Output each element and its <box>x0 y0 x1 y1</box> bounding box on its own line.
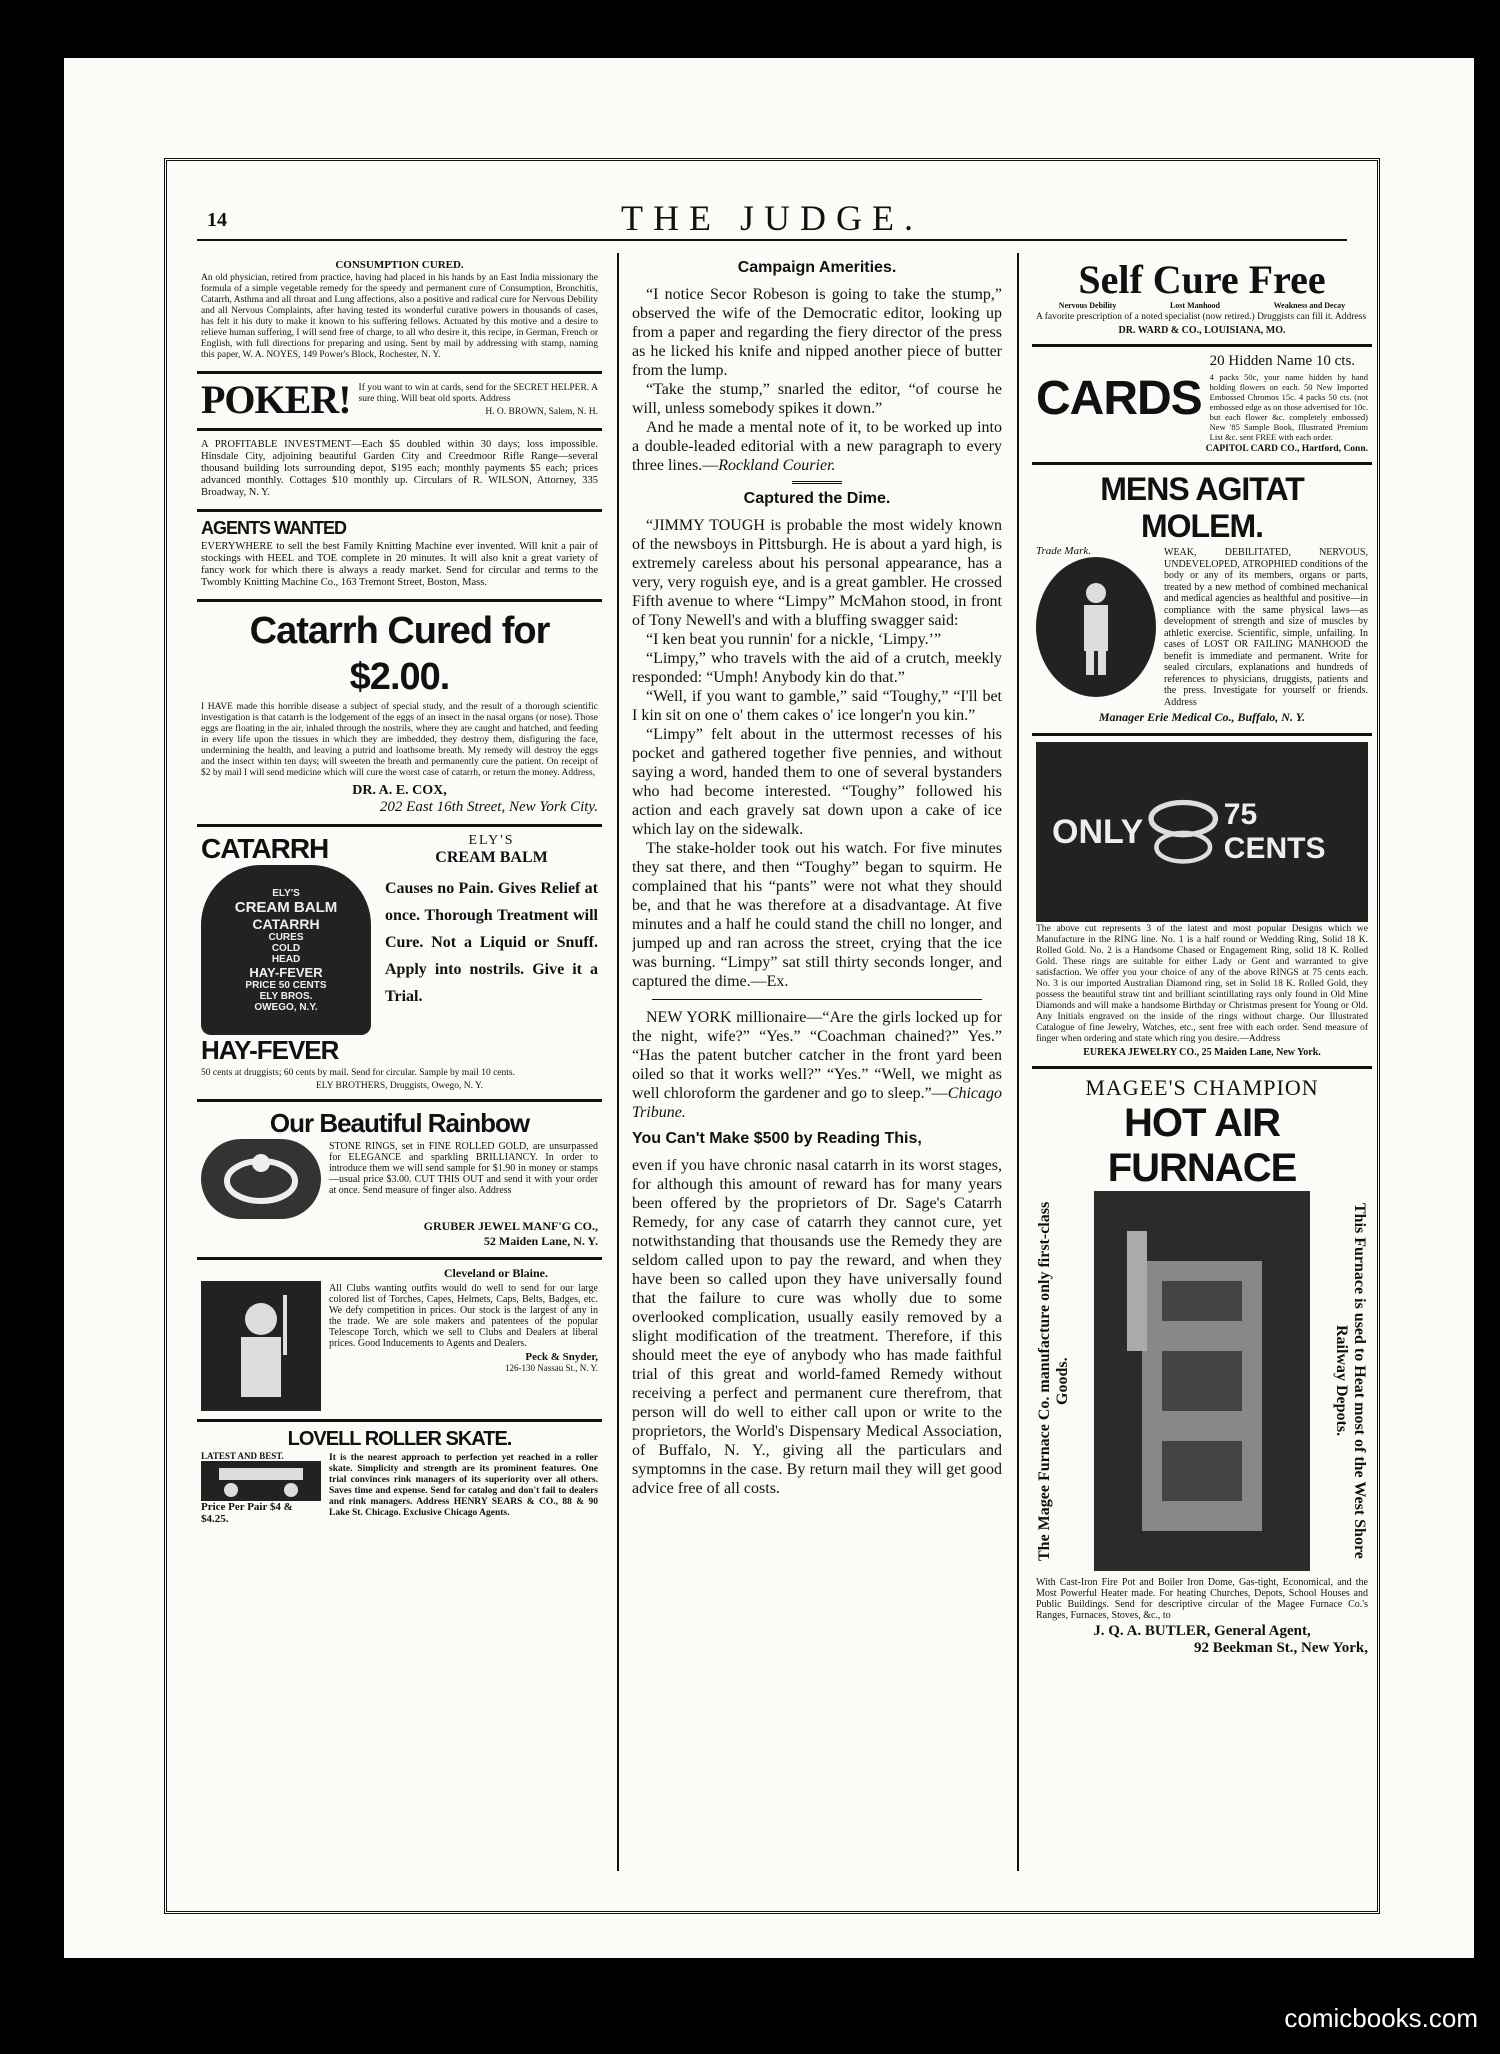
skate-latest: LATEST AND BEST. <box>201 1451 284 1461</box>
head-word: OWEGO, N.Y. <box>254 1001 318 1013</box>
article-paragraph: “JIMMY TOUGH is probable the most widely known of the newsboys in Pittsburgh. He is about a yard high, is extremely careless about his personal appearance, has a very, very roguish eye, and is a great gambler. He crossed Fifth avenue to where “Limpy” McMahon stood, in front of Tony Newell's and with a bluffing swagger said: <box>632 517 1002 629</box>
column-1 <box>197 253 602 1871</box>
head-word: ELY BROS. <box>259 990 313 1002</box>
furnace-side-left: The Magee Furnace Co. manufacture only first-class Goods. <box>1036 1201 1071 1561</box>
ad-catarrh-cured <box>197 602 602 827</box>
torch-figure-icon <box>221 1291 301 1401</box>
article-text: NEW YORK millionaire—“Are the girls locked up for the night, wife?” “Yes.” “Coachman chained?” Yes.” “Has the patent butcher catcher in the front yard been oiled so that it works well?” “Yes.” “Well, we might as well chloroform the gardener and go to sleep.”— <box>632 1009 1002 1102</box>
ad-heading: CONSUMPTION CURED. <box>335 259 464 271</box>
ad-address: CAPITOL CARD CO., Hartford, Conn. <box>1205 444 1368 454</box>
roller-skate-icon <box>211 1464 311 1498</box>
article-paragraph: “Limpy,” who travels with the aid of a crutch, meekly responded: “Umph! Anybody kin do that.” <box>632 650 1002 686</box>
ad-agents-wanted <box>197 512 602 602</box>
ad-address: 202 East 16th Street, New York City. <box>379 799 598 815</box>
selfcure-sub: Nervous Debility <box>1058 301 1117 310</box>
section-rule <box>652 999 982 1000</box>
head-word: CREAM BALM <box>234 898 338 916</box>
agents-title: AGENTS WANTED <box>201 518 347 538</box>
figure-icon <box>1066 577 1126 677</box>
furnace-illustration <box>1094 1191 1310 1571</box>
catarrh-title: Catarrh Cured for $2.00. <box>249 610 550 698</box>
trademark-illustration <box>1036 557 1156 697</box>
ad-company: Peck & Snyder, <box>525 1351 598 1363</box>
ad-address: 92 Beekman St., New York, <box>1193 1640 1368 1656</box>
page-number: 14 <box>207 209 227 231</box>
article-paragraph: “I ken beat you runnin' for a nickle, ‘Limpy.’” <box>646 631 942 648</box>
ring-icon <box>221 1149 301 1209</box>
ad-elys-cream-balm <box>197 827 602 1102</box>
head-word: COLD <box>271 942 301 954</box>
ad-self-cure <box>1032 253 1372 347</box>
ad-text: I HAVE made this horrible disease a subject of special study, and the result of a thorough scientific investigation is that catarrh is the lodgement of the eggs of an insect in the nasal organs (or nose). Those eggs are floating in the air, inhaled through the nostrils, where they are caught and hatched, and feeding in every life upon the tissues in which they are imbedded, they destroy them, disfiguring the face, undermining the health, and leaving a putrid and loathsome breath. My remedy will destroy the eggs and the insect within ten days; will sweeten the breath and permanently cure the patient. On receipt of $2 by mail I will send medicine which will cure the worst case of catarrh, or return the money. Address, <box>201 702 598 778</box>
ring-illustration <box>201 1139 321 1219</box>
mens-title: MENS AGITAT MOLEM. <box>1100 471 1304 544</box>
ad-text: A favorite prescription of a noted specialist (now retired.) Druggists can fill it. Address <box>1036 312 1367 322</box>
column-3 <box>1032 253 1372 1871</box>
column-divider <box>1017 253 1019 1871</box>
masthead-title: THE JUDGE. <box>621 198 923 238</box>
ad-text: WEAK, DEBILITATED, NERVOUS, UNDEVELOPED, ATROPHIED conditions of the body or any of its members, organs or parts, treated by a new method of combined mechanical and medical agencies as healthful and positive—in compliance with the same physical laws—as development of strength and size of muscles by athletic exercise. Scientific, simple, unfailing. In cases of LOST OR FAILING MANHOOD the benefit is immediate and permanent. Write for sealed circulars, explanations and hundreds of references to physicians, druggists, patients and the press. Investigate for yourself or friends. Address <box>1164 547 1368 708</box>
article-paragraph: The stake-holder took out his watch. For five minutes they sat there, and then “Toughy” began to squirm. He complained that his “pants” were not what they should be, and that he was therefore at a disadvantage. At five minutes and a half he could stand the chill no longer, and jumped up and ran across the street, crying that the ice was burning. “Limpy” sat still thirty seconds longer, and captured the dime.—Ex. <box>632 840 1002 990</box>
ad-investment <box>197 431 602 512</box>
article-paragraph: “Limpy” felt about in the uttermost recesses of his pocket and gathered together five pennies, and without saying a word, handed them to one of several bystanders who had become interested. “Toughy” followed his action and each gravely sat down upon a cake of ice which lay on the sidewalk. <box>632 726 1002 838</box>
rings-illustration <box>1036 742 1368 922</box>
poker-title: POKER! <box>201 377 351 422</box>
ad-cards <box>1032 347 1372 465</box>
ad-text: With Cast-Iron Fire Pot and Boiler Iron Dome, Gas-tight, Economical, and the Most Powerful Heater made. For heating Churches, Depots, School Houses and Public Buildings. Send for descriptive circular of the Magee Furnace Co.'s Ranges, Furnaces, Stoves, &c., to <box>1036 1577 1368 1621</box>
ad-address: 126-130 Nassau St., N. Y. <box>504 1363 598 1373</box>
furnace-side-right: This Furnace is used to Heat most of the West Shore Railway Depots. <box>1333 1203 1368 1559</box>
article-source: Rockland Courier. <box>718 457 836 474</box>
ad-text: An old physician, retired from practice, having had placed in his hands by an East India missionary the formula of a simple vegetable remedy for the speedy and permanent cure of Consumption, Bronchitis, Catarrh, Asthma and all throat and Lung affections, also a positive and radical cure for Nervous Debility and all Nervous Complaints, after having tested its wonderful curative powers in thousands of cases, has felt it his duty to make it known to his suffering fellows. Actuated by this motive and a desire to relieve human suffering, I will send free of charge, to all who desire it, this recipe, in German, French or English, with full directions for preparing and using. Sent by mail by addressing with stamp, naming this paper, W. A. NOYES, 149 Power's Block, Rochester, N. Y. <box>201 273 598 360</box>
head-word: ELY'S <box>272 887 300 899</box>
ad-lovell-skate <box>197 1422 602 1533</box>
cards-title: CARDS <box>1036 371 1202 425</box>
ad-cleveland-blaine <box>197 1260 602 1422</box>
ad-text: The above cut represents 3 of the latest and most popular Designs which we Manufacture in the RING line. No. 1 is a half round or Wedding Ring, Solid 18 K. Rolled Gold. No. 2 is a Handsome Chased or Engagement Ring, solid 18 K. Rolled Gold. These rings are suitable for either Lady or Gent and warranted to give satisfaction. We offer you your choice of any of the above RINGS at 75 cents each. No. 3 is our imported Australian Diamond ring, set in Solid 18 K. Rolled Gold, they possess the beautiful straw tint and brilliant scintillating rays only found in Old Mine Diamonds and will make a handsome Birthday or Christmas present for Young or Old. Any Initials engraved on the inside of the rings without charge. Our Illustrated Catalogue of fine Jewelry, Watches, etc., sent free with each order. Send measure of finger when ordering and state which ring you desire.—Address <box>1036 924 1368 1044</box>
ad-text: EVERYWHERE to sell the best Family Knitting Machine ever invented. Will knit a pair of stockings with HEEL and TOE complete in 20 minutes. It will also knit a great variety of fancy work for which there is always a ready market. Send for circular and terms to the Twombly Knitting Machine Co., 163 Tremont Street, Boston, Mass. <box>201 541 598 588</box>
article-heading: Captured the Dime. <box>743 490 891 507</box>
furnace-title-1: MAGEE'S CHAMPION <box>1085 1075 1319 1100</box>
page-frame <box>164 158 1380 1914</box>
brand-name: ELY'S <box>468 833 515 848</box>
selfcure-sub: Lost Manhood <box>1169 301 1220 310</box>
ad-address: 52 Maiden Lane, N. Y. <box>483 1234 598 1248</box>
article-paragraph: “Take the stump,” snarled the editor, “of course he will, unless somebody spikes it down.” <box>632 381 1002 417</box>
brand-product: CREAM BALM <box>435 849 548 866</box>
ad-text: STONE RINGS, set in FINE ROLLED GOLD, are unsurpassed for ELEGANCE and sparkling BRILLIANCY. In order to introduce them we will send sample for $1.90 in money or stamps—usual price $3.00. CUT THIS OUT and send it with your order at once. Send measure of finger also. Address <box>329 1141 598 1196</box>
article-heading: You Can't Make $500 by Reading This, <box>632 1130 922 1147</box>
furnace-icon <box>1122 1221 1282 1541</box>
ad-text: All Clubs wanting outfits would do well to send for our large colored list of Torches, Capes, Helmets, Caps, Belts, Badges, etc. We defy competition in prices. Our stock is the largest of any in the trade. We are sole makers and patentees of the popular Telescope Torch, which we sell to Clubs and Dealers at liberal prices. Good Inducements to Agents and Dealers. <box>329 1283 598 1349</box>
ad-address: DR. WARD & CO., LOUISIANA, MO. <box>1118 325 1286 336</box>
catarrh-label: CATARRH <box>201 833 329 864</box>
ad-company: ELY BROTHERS, Druggists, Owego, N. Y. <box>315 1081 484 1091</box>
hayfever-label: HAY-FEVER <box>201 1035 339 1065</box>
ad-eureka-rings <box>1032 736 1372 1069</box>
ad-poker <box>197 374 602 431</box>
article-source: Chicago Tribune. <box>632 1085 1002 1121</box>
watermark: comicbooks.com <box>1284 2003 1478 2033</box>
ad-agent: J. Q. A. BUTLER, General Agent, <box>1093 1623 1311 1639</box>
head-word: CURES <box>268 931 304 943</box>
ad-company: EUREKA JEWELRY CO., 25 Maiden Lane, New York. <box>1083 1047 1321 1058</box>
ad-name: DR. A. E. COX, <box>352 783 447 798</box>
ad-text: 4 packs 50c, your name hidden by hand holding flowers on each. 50 New Imported Embossed Chromos 15c. 4 packs 50 cts. (not embossed edge as on those advertised for 10c. but each flower &c. completely embossed) New '85 Sample Book, Illustrated Premium List &c. sent FREE with each order. <box>1209 372 1368 442</box>
ad-company: GRUBER JEWEL MANF'G CO., <box>423 1219 598 1233</box>
article-text: And he made a mental note of it, to be worked up into a double-leaded editorial with a new paragraph to every three lines.— <box>632 419 1002 474</box>
ad-rainbow-rings <box>197 1102 602 1260</box>
rainbow-title: Our Beautiful Rainbow <box>269 1108 530 1138</box>
page-header <box>167 191 1377 241</box>
page-paper <box>64 58 1474 1958</box>
ad-heading: Cleveland or Blaine. <box>443 1266 548 1280</box>
column-divider <box>617 253 619 1871</box>
selfcure-sub: Weakness and Decay <box>1273 301 1346 310</box>
head-word: CATARRH <box>252 915 320 932</box>
skate-price: Price Per Pair $4 & $4.25. <box>201 1501 293 1525</box>
article-paragraph <box>632 418 1002 475</box>
ad-company: Manager Erie Medical Co., Buffalo, N. Y. <box>1098 710 1306 724</box>
article-heading: Campaign Amerities. <box>737 259 897 276</box>
rings-price: 75 CENTS <box>1223 798 1326 865</box>
article-paragraph: “I notice Secor Robeson is going to take the stump,” observed the wife of the Democratic editor, looking up from a paper and regarding the fiery director of the press as he licked his knife and nipped another piece of butter from the lump. <box>632 286 1002 379</box>
article-paragraph <box>632 1008 1002 1122</box>
ad-consumption <box>197 253 602 374</box>
header-rule <box>197 239 1347 241</box>
head-word: PRICE 50 CENTS <box>245 979 327 991</box>
ad-text: A PROFITABLE INVESTMENT—Each $5 doubled within 30 days; loss impossible. Hinsdale City, adjoining beautiful Garden City and Creedmoor Rifle Range—several thousand building lots surrounding depot, $195 each; monthly payments $5 each; prices advanced monthly. Cottages $10 monthly up. Circulars of R. WILSON, Attorney, 335 Broadway, N. Y. <box>201 439 598 498</box>
skate-title: LOVELL ROLLER SKATE. <box>287 1428 512 1450</box>
furnace-title-2: HOT AIR FURNACE <box>1107 1101 1297 1190</box>
ad-text: It is the nearest approach to perfection yet reached in a roller skate. Simplicity and strength are its prominent features. One trial convinces rink managers of its superiority over all others. Saves time and expense. Send for catalog and don't fail to dealers and rink managers. Address HENRY SEARS & CO., 88 & 90 Lake St. Chicago. Exclusive Chicago Agents. <box>329 1453 598 1518</box>
article-paragraph: even if you have chronic nasal catarrh in its worst stages, for although this amount of reward has for many years been offered by the proprietors of Dr. Sage's Catarrh Remedy, for any case of catarrh they cannot cure, yet notwithstanding that thousands use the Remedy they are seldom called upon to pay the reward, and when they have been so called upon they have universally found that the failure to cure was wholly due to some overlooked complication, usually easily removed by a slight modification of the treatment. Therefore, if this should meet the eye of anybody who has made faithful trial of this great and world-famed Remedy without receiving a perfect and permanent cure therefrom, that person will do well to either call upon or write to the proprietors, the World's Dispensary Medical Association, of Buffalo, N. Y., giving all the particulars and symptomns in the case. By return mail they will get good advice free of all costs. <box>632 1157 1002 1497</box>
article-paragraph: “Well, if you want to gamble,” said “Toughy,” “I'll bet I kin sit on one o' them cakes o' ice longer'n you kin.” <box>632 688 1002 724</box>
ad-text: Causes no Pain. Gives Relief at once. Thorough Treatment will Cure. Not a Liquid or Snuff. Apply into nostrils. Give it a Trial. <box>385 880 598 1005</box>
cards-offer: 20 Hidden Name 10 cts. <box>1209 353 1356 369</box>
torchbearer-illustration <box>201 1281 321 1411</box>
skate-illustration <box>201 1461 321 1501</box>
section-rule <box>792 481 842 484</box>
rings-only: ONLY <box>1052 812 1144 851</box>
ad-address: H. O. BROWN, Salem, N. H. <box>485 406 598 417</box>
head-illustration <box>201 865 371 1035</box>
column-2 <box>632 253 1002 1871</box>
ad-magee-furnace <box>1032 1069 1372 1665</box>
head-word: HEAD <box>271 953 301 965</box>
ad-mens-agitat <box>1032 465 1372 736</box>
ad-footer: 50 cents at druggists; 60 cents by mail. Send for circular. Sample by mail 10 cents. <box>201 1068 515 1078</box>
trademark-label: Trade Mark. <box>1036 545 1091 557</box>
selfcure-title: Self Cure Free <box>1078 257 1326 302</box>
ad-text: If you want to win at cards, send for the SECRET HELPER. A sure thing. Will beat old sports. Address <box>358 382 598 404</box>
head-word: HAY-FEVER <box>249 964 323 980</box>
rings-icon <box>1143 787 1223 877</box>
